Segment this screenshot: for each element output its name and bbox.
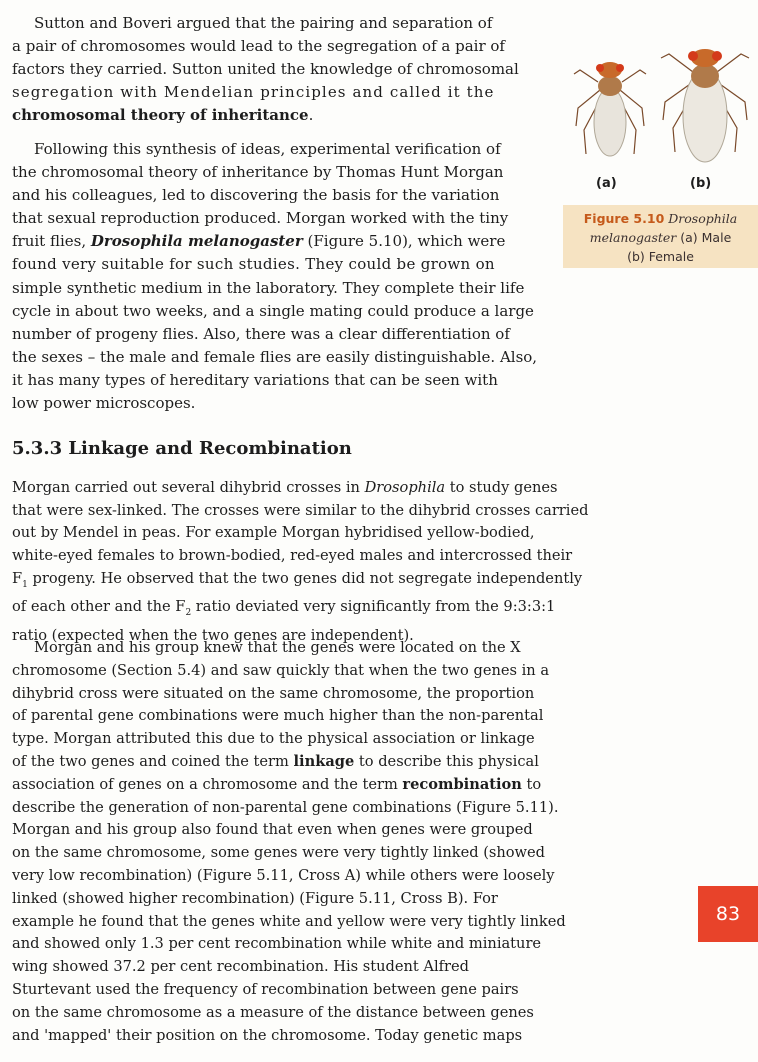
para2-line: the sexes – the male and female flies are easily distinguishable. Also, bbox=[12, 347, 538, 366]
para4-text: association of genes on a chromosome and the term bbox=[12, 775, 403, 793]
para2-line: low power microscopes. bbox=[12, 394, 196, 413]
para4-line: dihybrid cross were situated on the same chromosome, the proportion bbox=[12, 684, 535, 702]
para2-line: it has many types of hereditary variations that can be seen with bbox=[12, 370, 498, 389]
para3-line bbox=[12, 568, 583, 597]
intro-line: factors they carried. Sutton united the knowledge of chromosomal bbox=[12, 60, 519, 79]
f-subscript: 1 bbox=[22, 579, 28, 590]
para4-line: and showed only 1.3 per cent recombination while white and miniature bbox=[12, 935, 542, 953]
para4-line: very low recombination) (Figure 5.11, Cross A) while others were loosely bbox=[12, 866, 555, 884]
caption-male: (a) Male bbox=[680, 230, 732, 245]
section-heading: 5.3.3 Linkage and Recombination bbox=[12, 438, 352, 459]
page-number: 83 bbox=[715, 903, 741, 925]
para4-text: of the two genes and coined the term bbox=[12, 752, 294, 770]
para4-line: example he found that the genes white and yellow were very tightly linked bbox=[12, 912, 566, 930]
para3-line: ratio (expected when the two genes are independent). bbox=[12, 627, 414, 645]
para2-line: simple synthetic medium in the laboratory. They complete their life bbox=[12, 278, 525, 297]
para2-line: that sexual reproduction produced. Morgan worked with the tiny bbox=[12, 209, 509, 228]
f-subscript: 2 bbox=[185, 608, 192, 619]
chromosomal-theory-term: chromosomal theory of inheritance bbox=[12, 106, 309, 125]
morgan-paragraph bbox=[12, 138, 572, 415]
para3-text: progeny. He observed that the two genes did not segregate independently bbox=[27, 569, 583, 587]
para4-line: and 'mapped' their position on the chromosome. Today genetic maps bbox=[12, 1026, 523, 1044]
para4-line: linked (showed higher recombination) (Figure 5.11, Cross B). For bbox=[12, 889, 498, 907]
para2-line: the chromosomal theory of inheritance by Thomas Hunt Morgan bbox=[12, 163, 504, 182]
para4-line: describe the generation of non-parental gene combinations (Figure 5.11). bbox=[12, 798, 559, 816]
page-number-tab bbox=[698, 886, 758, 942]
para2-line: Following this synthesis of ideas, experimental verification of bbox=[34, 140, 501, 158]
para2-text: fruit flies, bbox=[12, 232, 91, 251]
para4-line: chromosome (Section 5.4) and saw quickly that when the two genes in a bbox=[12, 661, 550, 679]
para3-text: to study genes bbox=[445, 479, 558, 496]
para2-line: found very suitable for such studies. They could be grown on bbox=[12, 255, 495, 274]
para3-text: of each other and the F bbox=[12, 598, 186, 616]
figure-label-b: (b) bbox=[690, 176, 712, 191]
para2-line: cycle in about two weeks, and a single mating could produce a large bbox=[12, 301, 534, 320]
para4-text: to bbox=[521, 775, 542, 793]
intro-line: a pair of chromosomes would lead to the segregation of a pair of bbox=[12, 37, 505, 56]
para4-line: wing showed 37.2 per cent recombination. His student Alfred bbox=[12, 958, 469, 976]
linkage-term: linkage bbox=[293, 752, 355, 770]
para3-line: that were sex-linked. The crosses were similar to the dihybrid crosses carried bbox=[12, 501, 589, 519]
para4-line bbox=[12, 774, 577, 797]
para2-line bbox=[12, 230, 572, 253]
para4-line: on the same chromosome as a measure of the distance between genes bbox=[12, 1003, 534, 1021]
para4-line: Sturtevant used the frequency of recombination between gene pairs bbox=[12, 980, 519, 998]
para4-line bbox=[12, 751, 577, 774]
intro-line: segregation with Mendelian principles and called it the bbox=[12, 83, 495, 102]
para4-line: Morgan and his group also found that even when genes were grouped bbox=[12, 821, 533, 839]
figure-label-a: (a) bbox=[596, 176, 617, 191]
para3-line bbox=[12, 477, 577, 500]
figure-number: Figure 5.10 bbox=[583, 211, 665, 226]
intro-line-bold bbox=[12, 104, 550, 127]
para4-line: type. Morgan attributed this due to the physical association or linkage bbox=[12, 730, 535, 748]
para4-line: on the same chromosome, some genes were very tightly linked (showed bbox=[12, 844, 546, 862]
para3-line bbox=[12, 596, 577, 625]
intro-tail: . bbox=[308, 106, 314, 125]
para3-line: white-eyed females to brown-bodied, red-eyed males and intercrossed their bbox=[12, 547, 573, 565]
linkage-paragraph bbox=[12, 637, 577, 1047]
male-fly-illustration bbox=[570, 30, 650, 170]
para2-text: (Figure 5.10), which were bbox=[302, 232, 506, 251]
para2-line: number of progeny flies. Also, there was a clear differentiation of bbox=[12, 324, 510, 343]
recombination-term: recombination bbox=[402, 775, 522, 793]
caption-female: (b) Female bbox=[627, 249, 694, 264]
para2-line: and his colleagues, led to discovering the basis for the variation bbox=[12, 186, 500, 205]
para3-text: Morgan carried out several dihybrid crosses in bbox=[12, 479, 365, 496]
female-fly-illustration bbox=[655, 20, 755, 175]
figure-caption bbox=[563, 205, 758, 268]
f-generation: F bbox=[12, 569, 23, 587]
para4-line: of parental gene combinations were much higher than the non-parental bbox=[12, 707, 544, 725]
intro-line: Sutton and Boveri argued that the pairing and separation of bbox=[34, 14, 493, 32]
caption-species: Drosophila melanogaster bbox=[589, 211, 738, 245]
para3-line: out by Mendel in peas. For example Morgan hybridised yellow-bodied, bbox=[12, 524, 535, 542]
para3-text: ratio deviated very significantly from the 9:3:3:1 bbox=[191, 598, 556, 616]
species-name: Drosophila melanogaster bbox=[90, 232, 303, 251]
para4-line: Morgan and his group knew that the genes were located on the X bbox=[34, 639, 521, 656]
genus-name: Drosophila bbox=[364, 479, 446, 496]
para4-text: to describe this physical bbox=[354, 752, 539, 770]
dihybrid-paragraph bbox=[12, 477, 589, 648]
intro-paragraph bbox=[12, 12, 550, 127]
